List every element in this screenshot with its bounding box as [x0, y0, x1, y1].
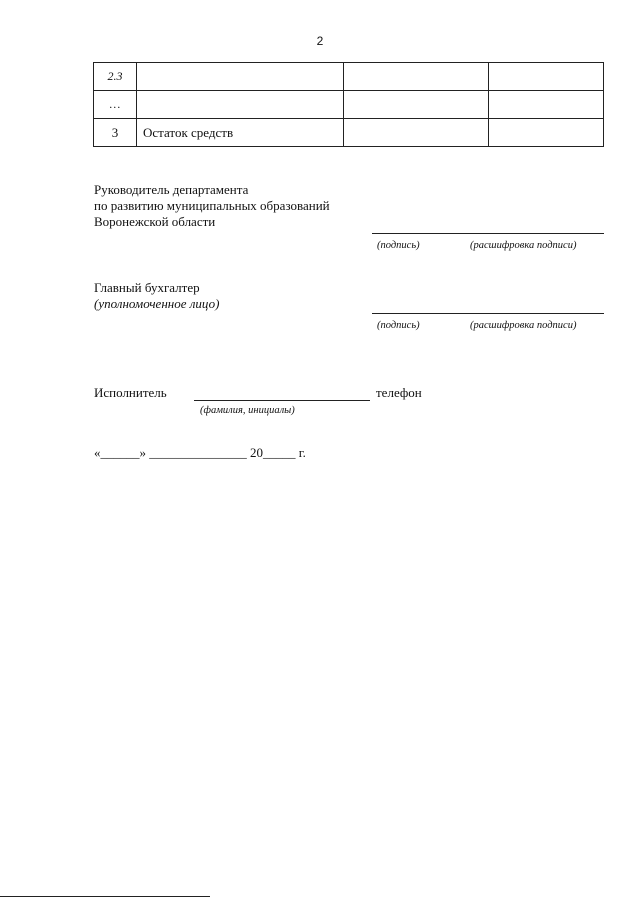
row-cell [344, 91, 489, 119]
row-number: 3 [94, 119, 137, 147]
accountant-subtitle: (уполномоченное лицо) [94, 296, 220, 311]
head-sign-caption: (подпись) [377, 240, 420, 251]
head-title-block [94, 182, 330, 230]
row-number: 2.3 [94, 63, 137, 91]
row-cell [489, 91, 604, 119]
row-name [137, 63, 344, 91]
table-row [94, 63, 604, 91]
head-title-line: по развитию муниципальных образований [94, 198, 330, 213]
table-row [94, 91, 604, 119]
accountant-sign-caption: (подпись) [377, 320, 420, 331]
head-title-line: Воронежской области [94, 214, 216, 229]
table-row [94, 119, 604, 147]
row-cell [344, 119, 489, 147]
executor-phone-label: телефон [376, 385, 422, 400]
accountant-title-line: Главный бухгалтер [94, 280, 200, 295]
executor-name-line [194, 400, 370, 401]
head-decode-caption: (расшифровка подписи) [470, 240, 577, 251]
row-cell [489, 119, 604, 147]
head-title-line: Руководитель департамента [94, 182, 249, 197]
accountant-signature-line [372, 313, 604, 314]
accountant-decode-caption: (расшифровка подписи) [470, 320, 577, 331]
page-number: 2 [316, 34, 324, 48]
head-signature-line [372, 233, 604, 234]
accountant-title-block [94, 280, 219, 312]
executor-name-caption: (фамилия, инициалы) [200, 405, 295, 416]
row-name [137, 91, 344, 119]
row-cell [344, 63, 489, 91]
row-name: Остаток средств [137, 119, 344, 147]
date-line: «______» _______________ 20_____ г. [94, 445, 306, 460]
row-cell [489, 63, 604, 91]
data-table [93, 62, 604, 147]
executor-label: Исполнитель [94, 385, 167, 400]
footnote-rule [0, 896, 210, 897]
row-number: … [94, 91, 137, 119]
